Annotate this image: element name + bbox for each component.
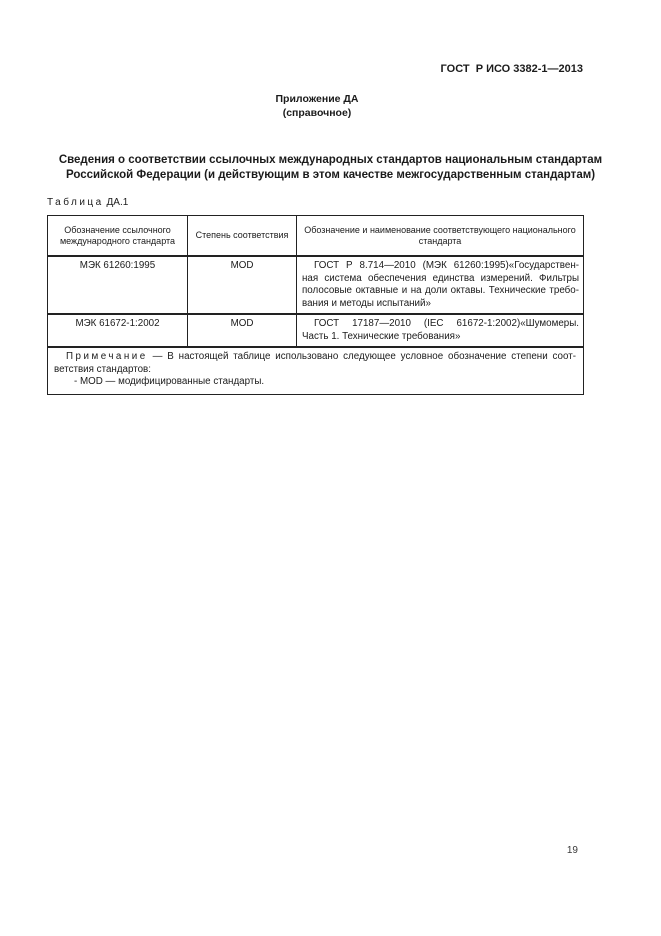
header-cell-reference-standard: Обозначение ссылочного международного стандарта [48,216,188,257]
table-row [48,314,584,347]
table-header-row [48,216,584,257]
page-number: 19 [566,845,578,856]
page-title-line-2: Российской Федерации (и действующим в этом качестве межгосударственным стандартам) [65,169,596,181]
note-label: Примечание [66,351,148,362]
note-continuation: ветствия стандартов: [54,363,151,375]
header-cell-correspondence-degree: Степень соответствия [188,216,297,257]
header-cell-national-standard: Обозначение и наименование соответствующего национального стандарта [297,216,584,257]
appendix-heading [47,92,587,120]
note-first-line [54,351,576,364]
standards-correspondence-table [47,215,584,395]
appendix-title: Приложение ДА [275,93,359,105]
page-title [40,153,621,183]
table-caption-number: ДА.1 [106,197,129,208]
cell-correspondence-degree: MOD [188,256,297,314]
cell-national-standard: ГОСТ 17187—2010 (IEC 61672-1:2002)«Шумомеры. Часть 1. Технические требования» [297,314,584,347]
note-text: — В настоящей таблице использовано следующее условное обозначение степени соот- [152,351,576,362]
note-list-item: - MOD — модифицированные стандарты. [74,376,265,387]
table-note-row [48,347,584,394]
table-caption-word: Таблица [47,197,104,208]
page-title-line-1: Сведения о соответствии ссылочных международных стандартов национальным стандартам [58,154,603,166]
cell-national-standard: ГОСТ Р 8.714—2010 (МЭК 61260:1995)«Государствен- ная система обеспечения единства измерений. Фильтры полосовые октавные и на доли октавы. Технические требо- вания и методы испытаний» [297,256,584,314]
cell-reference-standard: МЭК 61260:1995 [48,256,188,314]
cell-reference-standard: МЭК 61672-1:2002 [48,314,188,347]
table-row [48,256,584,314]
doc-code-header: ГОСТ Р ИСО 3382-1—2013 [440,63,583,75]
table-note [48,347,584,394]
table-caption [47,197,128,208]
appendix-subtitle: (справочное) [282,107,352,119]
cell-correspondence-degree: MOD [188,314,297,347]
